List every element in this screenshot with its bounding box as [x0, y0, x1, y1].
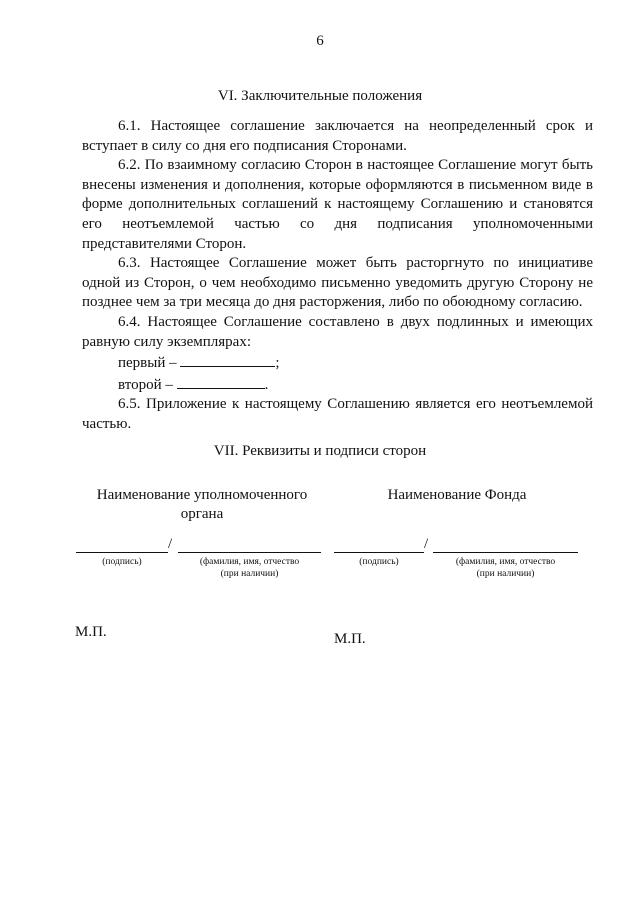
clause-6-3: 6.3. Настоящее Соглашение может быть расторгнуто по инициативе одной из Сторон, о чем необходимо письменно уведомить другую Сторону не позднее чем за три месяца до дня расторжения, либо по обоюдному согласию.: [82, 255, 593, 311]
fund-name-caption: [433, 556, 578, 580]
clause-6-4: 6.4. Настоящее Соглашение составлено в двух подлинных и имеющих равную силу экземплярах:: [82, 313, 593, 350]
fund-name-caption-line2: (при наличии): [476, 569, 535, 579]
copy-second-line: [82, 374, 593, 396]
page-number: 6: [316, 33, 324, 49]
section-6-title: VI. Заключительные положения: [217, 88, 423, 104]
authority-signature-caption: (подпись): [102, 557, 142, 567]
authority-heading-line2: органа: [180, 506, 224, 522]
clause-6-2: 6.2. По взаимному согласию Сторон в настоящее Соглашение могут быть внесены изменения и дополнения, которые оформляются в письменном виде в форме дополнительных соглашений к настоящему Соглашению и становятся его неотъемлемой частью со дня подписания уполномоченными представителями Сторон.: [82, 157, 593, 252]
copy-second-label: второй –: [118, 376, 173, 393]
authority-name-caption: [178, 556, 321, 580]
copy-first-end: ;: [275, 355, 280, 372]
clause-6-5: 6.5. Приложение к настоящему Соглашению является его неотъемлемой частью.: [82, 396, 593, 432]
authority-name-caption-line1: (фамилия, имя, отчество: [199, 557, 300, 567]
fund-heading: Наименование Фонда: [387, 487, 527, 503]
authority-name-caption-line2: (при наличии): [220, 569, 279, 579]
fund-name-caption-line1: (фамилия, имя, отчество: [455, 557, 556, 567]
copy-second-end: .: [264, 376, 269, 393]
authority-signature-line: [76, 551, 168, 553]
copy-first-label: первый –: [118, 355, 177, 372]
fund-slash: /: [424, 536, 429, 552]
authority-heading: [82, 486, 322, 524]
fund-signature-line: [334, 551, 424, 553]
stamp-place-right: М.П.: [334, 631, 366, 647]
authority-name-line: [178, 551, 321, 553]
copy-first-blank: [180, 352, 275, 367]
stamp-place-left: М.П.: [75, 624, 107, 640]
authority-heading-line1: Наименование уполномоченного: [96, 487, 308, 503]
section-6-body: [82, 117, 593, 435]
copy-second-blank: [177, 374, 265, 389]
section-7-title: VII. Реквизиты и подписи сторон: [213, 443, 427, 459]
authority-slash: /: [168, 536, 173, 552]
fund-name-line: [433, 551, 578, 553]
copy-first-line: [82, 352, 593, 374]
clause-6-1: 6.1. Настоящее соглашение заключается на неопределенный срок и вступает в силу со дня его подписания Сторонами.: [82, 118, 593, 154]
fund-signature-caption: (подпись): [359, 557, 399, 567]
